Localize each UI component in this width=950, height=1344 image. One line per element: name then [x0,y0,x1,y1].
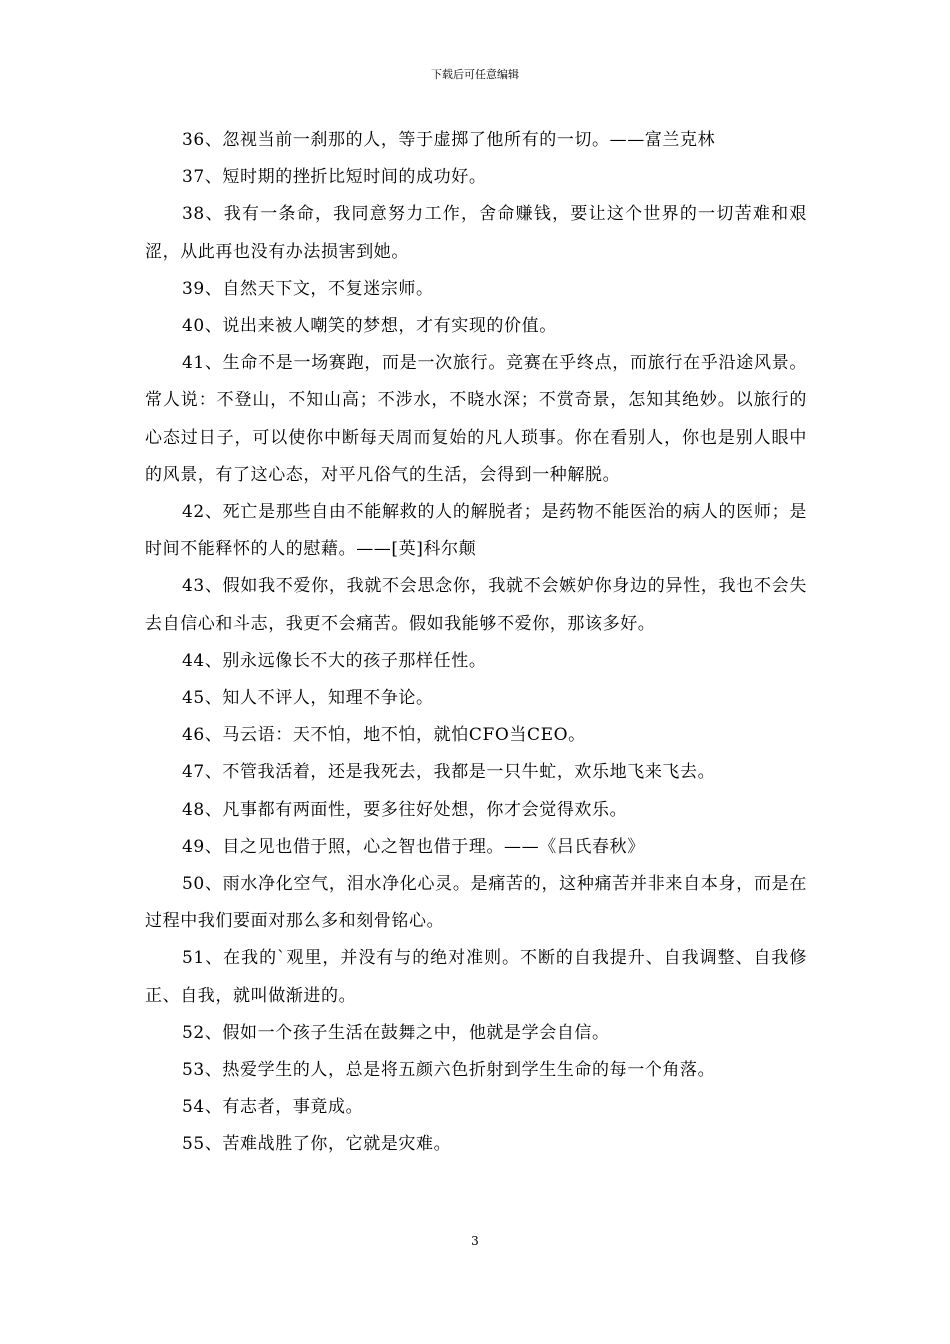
document-body [145,122,807,1164]
page-number: 3 [471,1234,479,1248]
page-header: 下载后可任意编辑 [431,68,519,81]
quote-paragraph: 51、在我的`观里，并没有与的绝对准则。不断的自我提升、自我调整、自我修正、自我，就叫做渐进的。 [145,948,807,1006]
quote-paragraph: 50、雨水净化空气，泪水净化心灵。是痛苦的，这种痛苦并非来自本身，而是在过程中我们要面对那么多和刻骨铭心。 [145,874,807,932]
quote-paragraph: 41、生命不是一场赛跑，而是一次旅行。竞赛在乎终点，而旅行在乎沿途风景。常人说：不登山，不知山高；不涉水，不晓水深；不赏奇景，怎知其绝妙。以旅行的心态过日子，可以使你中断每天周而复始的凡人琐事。你在看别人，你也是别人眼中的风景，有了这心态，对平凡俗气的生活，会得到一种解脱。 [145,353,807,485]
quote-paragraph: 45、知人不评人，知理不争论。 [182,688,434,709]
quote-paragraph: 38、我有一条命，我同意努力工作，舍命赚钱，要让这个世界的一切苦难和艰涩，从此再也没有办法损害到她。 [145,204,807,262]
quote-paragraph: 43、假如我不爱你，我就不会思念你，我就不会嫉妒你身边的异性，我也不会失去自信心和斗志，我更不会痛苦。假如我能够不爱你，那该多好。 [145,576,807,634]
quote-paragraph: 36、忽视当前一刹那的人，等于虚掷了他所有的一切。——富兰克林 [182,130,716,150]
quote-paragraph: 42、死亡是那些自由不能解救的人的解脱者；是药物不能医治的病人的医师；是时间不能释怀的人的慰藉。——[英]科尔颠 [145,502,807,560]
quote-paragraph: 55、苦难战胜了你，它就是灾难。 [182,1134,452,1155]
quote-paragraph: 49、目之见也借于照，心之智也借于理。——《吕氏春秋》 [182,836,645,857]
quote-paragraph: 53、热爱学生的人，总是将五颜六色折射到学生生命的每一个角落。 [182,1060,716,1081]
quote-paragraph: 47、不管我活着，还是我死去，我都是一只牛虻，欢乐地飞来飞去。 [182,762,716,783]
quote-paragraph: 46、马云语：天不怕，地不怕，就怕CFO当CEO。 [182,725,586,746]
quote-paragraph: 48、凡事都有两面性，要多往好处想，你才会觉得欢乐。 [182,799,628,820]
quote-paragraph: 37、短时期的挫折比短时间的成功好。 [182,167,487,188]
quote-paragraph: 52、假如一个孩子生活在鼓舞之中，他就是学会自信。 [182,1022,610,1043]
quote-paragraph: 40、说出来被人嘲笑的梦想，才有实现的价值。 [182,316,557,337]
quote-paragraph: 39、自然天下文，不复迷宗师。 [182,278,434,299]
quote-paragraph: 54、有志者，事竟成。 [182,1097,364,1118]
quote-paragraph: 44、别永远像长不大的孩子那样任性。 [182,650,487,671]
